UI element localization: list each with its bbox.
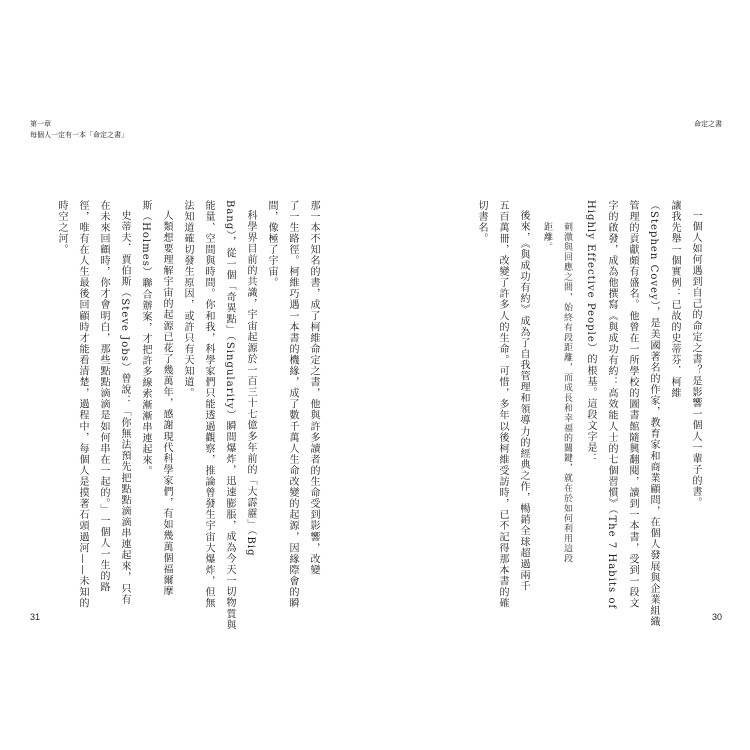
text-column: Bang），從一個「奇異點」（Singularity）瞬間爆炸，迅速膨脹，成為今天一切物質與	[224, 200, 235, 631]
page-number: 31	[30, 612, 41, 622]
text-column: 管理的貢獻頗有盛名。他曾在一所學校的圖書館隨興翻閱，讀到一本書，受到一段文	[627, 200, 638, 609]
text-column: 字的啟發，成為他撰寫《與成功有約：高效能人士的七個習慣》（The 7 Habits of	[606, 200, 617, 610]
text-column: 人類想要理解宇宙的起源已花了幾萬年，感謝現代科學家們，有如幾萬個福爾摩	[161, 210, 172, 597]
text-column: 一個人如何遇到自己的命定之書？是影響一個人一輩子的書。	[690, 210, 701, 509]
running-head: 命定之書	[694, 120, 722, 128]
text-column: Highly Effective People）的根基。這段文字是：	[585, 200, 596, 465]
block-quote: 距離。	[542, 222, 552, 253]
text-column: （Stephen Covey），是美國著名的作家，教育家和商業顧問，在個人發展與企業組織	[648, 200, 659, 628]
text-column: 那一本不知名的書，成了柯維命定之書，他與許多讀者的生命受到影響，改變	[308, 200, 319, 576]
text-column: 了一生路徑。柯維巧遇一本書的機緣，成了數千萬人生命改變的起源，因緣際會的瞬	[287, 200, 298, 609]
text-column: 能量、空間與時間。你和我，科學家們只能透過觀察，推論曾發生宇宙大爆炸，但無	[203, 200, 214, 609]
chapter-label	[30, 119, 128, 141]
chapter-title: 每個人一定有一本「命定之書」	[30, 131, 128, 139]
text-column: 徑，唯有在人生最後回顧時才能看清楚，過程中，每個人是摸著石頭過河——未知的	[77, 200, 88, 609]
text-column: 五百萬冊，改變了許多人的生命。可惜，多年以後柯維受訪時，已不記得那本書的確	[497, 200, 508, 609]
text-column: 史蒂夫．賈伯斯（Steve Jobs）曾說：「你無法預先把點點滴滴串連起來，只有	[119, 210, 130, 606]
text-column: 科學界目前的共識，宇宙起源於一百三十七億多年前的「大霹靂」（Big	[245, 210, 256, 557]
text-column: 斯（Holmes）聯合辦案，才把許多線索漸漸串連起來。	[140, 200, 151, 477]
text-column: 法知道確切發生原因，或許只有天知道。	[182, 200, 193, 399]
text-column: 時空之河。	[56, 200, 67, 256]
page-number: 30	[711, 612, 722, 622]
text-column: 後來，《與成功有約》成為了自我管理和領導力的經典之作，暢銷全球超過兩千	[518, 210, 529, 592]
text-column: 切書名。	[476, 200, 487, 245]
text-column: 讓我先舉一個實例：已故的史蒂芬．柯維	[669, 200, 680, 399]
text-column: 在未來回顧時，你才會明白，那些點點滴滴是如何串在一起的。」一個人一生的路	[98, 200, 109, 593]
text-column: 間，像極了宇宙。	[266, 200, 277, 289]
block-quote: 刺激與回應之間，始終有段距離，而成長和幸福的關鍵，就在於如何利用這段	[562, 222, 572, 564]
chapter-number: 第一章	[30, 120, 51, 128]
